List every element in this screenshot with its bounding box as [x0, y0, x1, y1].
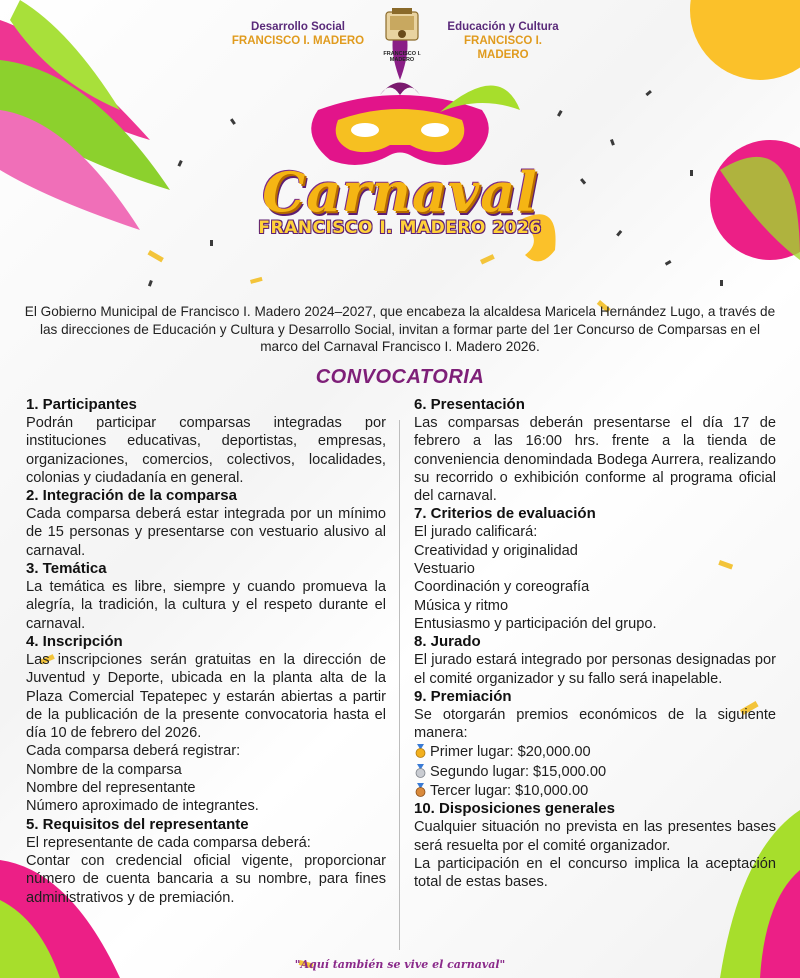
- section-title-tematica: 3. Temática: [26, 560, 107, 578]
- criterio-item-3: Coordinación y coreografía: [414, 579, 590, 596]
- left-column: [26, 396, 386, 907]
- section-title-requisitos: 5. Requisitos del representante: [26, 815, 249, 833]
- criterio-item-4: Música y ritmo: [414, 597, 509, 614]
- header-left-municipality: FRANCISCO I. MADERO: [231, 35, 365, 47]
- section-body-jurado: El jurado estará integrado por personas designadas por el comité organizador y su fallo será inapelable.: [414, 652, 776, 687]
- column-divider: [399, 420, 400, 950]
- prize-second-text: Segundo lugar: $15,000.00: [430, 763, 607, 780]
- right-column: [414, 396, 776, 892]
- section-body-presentacion: Las comparsas deberán presentarse el día 17 de febrero a las 16:00 hrs. frente a la tienda de conveniencia denomindada Bodega Aurrera, realizando su recorrido o exhibición conforme al programa oficial del carnaval.: [414, 415, 776, 505]
- section-body-tematica: La temática es libre, siempre y cuando promueva la alegría, la tradición, la cultura y el respeto durante el carnaval.: [26, 579, 386, 632]
- inscripcion-item-2: Nombre del representante: [26, 780, 196, 797]
- header-left-block: [228, 20, 368, 48]
- municipal-seal-logo: [374, 6, 430, 64]
- section-body-disposiciones-1: Cualquier situación no prevista en las presentes bases será resuelta por el comité organizador.: [414, 819, 776, 854]
- prize-first: [414, 742, 776, 761]
- criterio-item-5: Entusiasmo y participación del grupo.: [414, 615, 657, 632]
- silver-medal-icon: [414, 764, 427, 778]
- event-subtitle: FRANCISCO I. MADERO 2026: [258, 218, 542, 238]
- seal-emblem-icon: [382, 6, 422, 44]
- section-title-criterios: 7. Criterios de evaluación: [414, 505, 596, 523]
- inscripcion-item-1: Nombre de la comparsa: [26, 761, 182, 778]
- event-title-block: [240, 160, 560, 238]
- gold-medal-icon: [414, 744, 427, 758]
- footer-slogan: "Aquí también se vive el carnaval": [294, 958, 506, 971]
- bronze-medal-icon: [414, 783, 427, 797]
- header-right-block: [438, 20, 568, 62]
- section-body-requisitos: Contar con credencial oficial vigente, proporcionar número de cuenta bancaria a su nombre, para fines administrativos y de premiación.: [26, 852, 386, 906]
- prize-second: [414, 762, 776, 781]
- section-body-integracion: Cada comparsa deberá estar integrada por un mínimo de 15 personas y presentarse con vestuario alusivo al carnaval.: [26, 506, 386, 559]
- header-right-municipality: FRANCISCO I. MADERO: [464, 35, 542, 61]
- inscripcion-register-intro: Cada comparsa deberá registrar:: [26, 743, 241, 760]
- section-body-inscripcion: Las inscripciones serán gratuitas en la dirección de Juventud y Deporte, ubicada en la planta alta de la Plaza Comercial Tepatepec y estarán abiertas a partir de la publicación de la presente convocatoria hasta el día 10 de febrero del 2026.: [26, 651, 386, 742]
- section-title-participantes: 1. Participantes: [26, 396, 137, 413]
- intro-paragraph: El Gobierno Municipal de Francisco I. Madero 2024–2027, que encabeza la alcaldesa Maricela Hernández Lugo, a través de las direcciones de Educación y Cultura y Desarrollo Social, invitan a formar parte del 1er Concurso de Comparsas en el marco del Carnaval Francisco I. Madero 2026.: [24, 304, 776, 354]
- section-body-disposiciones-2: La participación en el concurso implica la aceptación total de estas bases.: [414, 855, 776, 891]
- prize-third: [414, 781, 776, 800]
- convocatoria-heading: CONVOCATORIA: [315, 366, 485, 388]
- section-title-jurado: 8. Jurado: [414, 633, 481, 651]
- seal-municipality-text: FRANCISCO I. MADERO: [383, 51, 421, 63]
- section-title-disposiciones: 10. Disposiciones generales: [414, 800, 615, 818]
- section-body-premiacion: Se otorgarán premios económicos de la siguiente manera:: [414, 706, 776, 742]
- section-title-presentacion: 6. Presentación: [414, 396, 525, 413]
- prize-third-text: Tercer lugar: $10,000.00: [430, 783, 589, 800]
- section-title-integracion: 2. Integración de la comparsa: [26, 487, 237, 505]
- event-title: Carnaval: [262, 160, 538, 224]
- section-title-inscripcion: 4. Inscripción: [26, 632, 123, 650]
- section-body-participantes: Podrán participar comparsas integradas por instituciones educativas, deportistas, empresas, organizaciones, comercios, colectivos, localidades, colonias y ciudadanía en general.: [26, 415, 386, 486]
- requisitos-intro: El representante de cada comparsa deberá:: [26, 834, 311, 851]
- header-right-dept: Educación y Cultura: [447, 21, 559, 33]
- criterio-item-1: Creatividad y originalidad: [414, 542, 578, 559]
- header-left-dept: Desarrollo Social: [251, 21, 345, 33]
- criterios-intro: El jurado calificará:: [414, 524, 538, 541]
- criterio-item-2: Vestuario: [414, 561, 475, 578]
- inscripcion-item-3: Número aproximado de integrantes.: [26, 798, 259, 815]
- section-title-premiacion: 9. Premiación: [414, 687, 512, 705]
- prize-first-text: Primer lugar: $20,000.00: [430, 744, 591, 761]
